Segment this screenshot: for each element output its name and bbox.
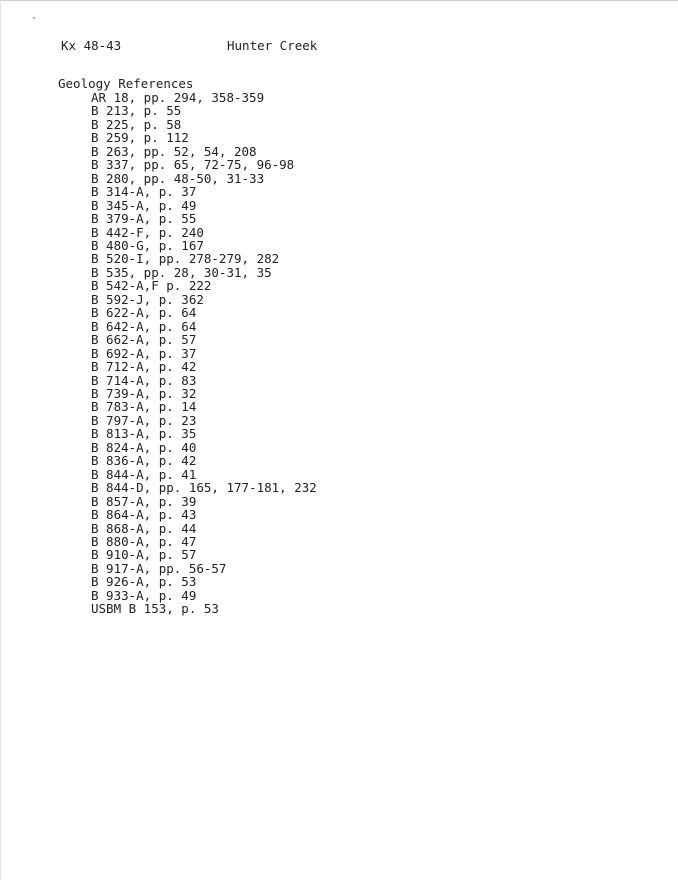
reference-item: B 797-A, p. 23 [91,412,197,428]
reference-item: B 225, p. 58 [91,116,182,132]
stray-mark [33,17,35,19]
reference-item: B 844-D, pp. 165, 177-181, 232 [91,480,317,496]
reference-item: B 926-A, p. 53 [91,574,197,590]
reference-item: B 642-A, p. 64 [91,318,197,334]
reference-item: AR 18, pp. 294, 358-359 [91,90,265,105]
reference-item: B 864-A, p. 43 [91,507,197,523]
reference-item: B 520-I, pp. 278-279, 282 [91,251,280,267]
reference-item: B 442-F, p. 240 [91,224,204,240]
reference-item: B 857-A, p. 39 [91,493,197,509]
section-heading: Geology References [58,76,194,91]
reference-item: B 880-A, p. 47 [91,533,197,549]
reference-item: B 263, pp. 52, 54, 208 [91,143,257,159]
reference-item: B 622-A, p. 64 [91,305,197,321]
reference-item: B 868-A, p. 44 [91,520,197,536]
reference-item: B 933-A, p. 49 [91,587,197,603]
reference-item: B 917-A, pp. 56-57 [91,560,227,576]
reference-item: B 314-A, p. 37 [91,184,197,200]
document-title: Hunter Creek [227,38,318,53]
reference-item: B 535, pp. 28, 30-31, 35 [91,264,272,280]
reference-item: B 712-A, p. 42 [91,359,197,375]
reference-item: B 213, p. 55 [91,103,182,119]
reference-item: B 739-A, p. 32 [91,385,197,401]
reference-item: B 259, p. 112 [91,130,189,146]
reference-item: B 592-J, p. 362 [91,291,204,307]
document-code: Kx 48-43 [61,38,122,53]
reference-item: B 379-A, p. 55 [91,211,197,227]
reference-item: B 662-A, p. 57 [91,332,197,348]
reference-item: B 836-A, p. 42 [91,453,197,469]
reference-item: B 480-G, p. 167 [91,237,204,253]
reference-item: B 337, pp. 65, 72-75, 96-98 [91,157,295,173]
reference-item: B 910-A, p. 57 [91,547,197,563]
reference-item: B 783-A, p. 14 [91,399,197,415]
reference-item: B 542-A,F p. 222 [91,278,212,294]
reference-item: B 844-A, p. 41 [91,466,197,482]
reference-item: B 345-A, p. 49 [91,197,197,213]
reference-item: B 813-A, p. 35 [91,426,197,442]
reference-item: B 714-A, p. 83 [91,372,197,388]
reference-item: B 824-A, p. 40 [91,439,197,455]
reference-item: USBM B 153, p. 53 [91,601,219,617]
reference-item: B 280, pp. 48-50, 31-33 [91,170,265,186]
reference-list [91,91,317,616]
reference-item: B 692-A, p. 37 [91,345,197,361]
